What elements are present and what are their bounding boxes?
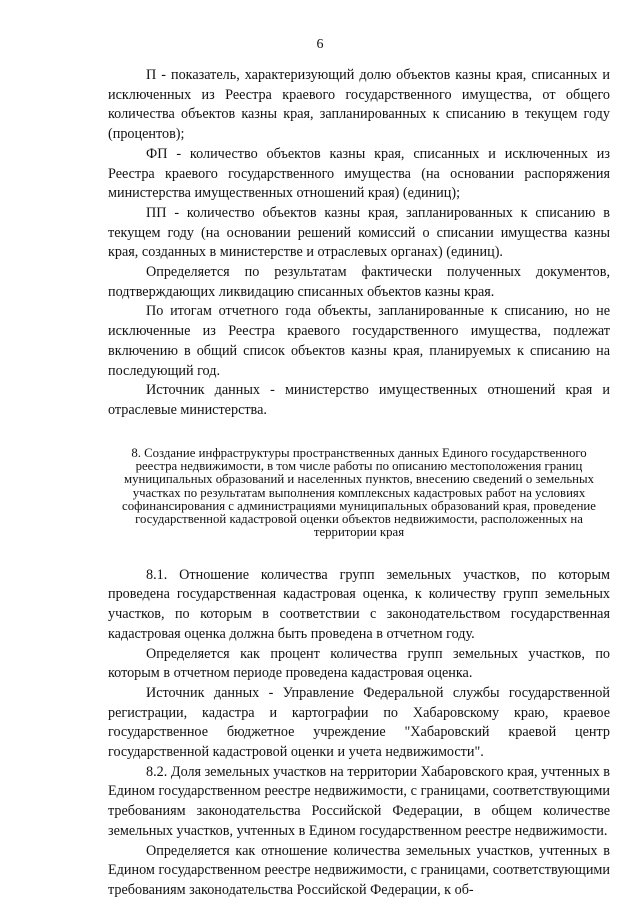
paragraph-8-1-determination: Определяется как процент количества групп земельных участков, по которым в отчетном периоде проведена кадастровая оценка. <box>108 645 610 682</box>
paragraph-8-2: 8.2. Доля земельных участков на территории Хабаровского края, учтенных в Едином государственном реестре недвижимости, с границами, соответствующими требованиям законодательства Российской Федерации, в общем количестве земельных участков, учтенных в Едином государственном реестре недвижимости. <box>108 763 610 839</box>
section-heading: 8. Создание инфраструктуры пространственных данных Единого государственного реестра недвижимости, в том числе работы по описанию местоположения границ муниципальных образований и населенных пунктов, внесению сведений о земельных участках по результатам выполнения комплексных кадастровых работ на условиях софинансирования с администрациями муниципальных образований края, проведение государственной кадастровой оценки объектов недвижимости, расположенных на территории края <box>122 445 596 540</box>
paragraph-8-1-data-source: Источник данных - Управление Федеральной службы государственной регистрации, кадастра и картографии по Хабаровскому краю, краевое государственное бюджетное учреждение "Хабаровский краевой центр государственной кадастровой оценки и учета недвижимости". <box>108 684 610 761</box>
page-number: 6 <box>316 37 324 52</box>
paragraph-pp-definition: ПП - количество объектов казны края, запланированных к списанию в текущем году (на основании решений комиссий о списании имущества казны края, созданных в министерстве и отраслевых органах) (единиц). <box>108 204 610 261</box>
spacer <box>108 552 610 566</box>
spacer <box>108 421 610 435</box>
paragraph-data-source: Источник данных - министерство имущественных отношений края и отраслевые министерства. <box>108 382 610 418</box>
paragraph-determination: Определяется по результатам фактически полученных документов, подтверждающих ликвидацию списанных объектов казны края. <box>108 264 610 300</box>
paragraph-p-definition: П - показатель, характеризующий долю объектов казны края, списанных и исключенных из Реестра краевого государственного имущества, от общего количества объектов казны края, запланированных к списанию в текущем году (процентов); <box>108 67 610 143</box>
document-body <box>108 66 610 901</box>
paragraph-fp-definition: ФП - количество объектов казны края, списанных и исключенных из Реестра краевого государственного имущества (на основании распоряжения министерства имущественных отношений края) (единиц); <box>108 145 610 202</box>
paragraph-year-results: По итогам отчетного года объекты, запланированные к списанию, но не исключенные из Реестра краевого государственного имущества, подлежат включению в общий список объектов казны края, планируемых к списанию на последующий год. <box>108 303 610 379</box>
paragraph-8-1: 8.1. Отношение количества групп земельных участков, по которым проведена государственная кадастровая оценка, к количеству групп земельных участков, по которым в соответствии с законодательством государственная кадастровая оценка должна быть проведена в отчетном году. <box>108 566 610 642</box>
paragraph-8-2-determination: Определяется как отношение количества земельных участков, учтенных в Едином государственном реестре недвижимости, с границами, соответствующими требованиям законодательства Российской Федерации, к об- <box>108 842 610 898</box>
